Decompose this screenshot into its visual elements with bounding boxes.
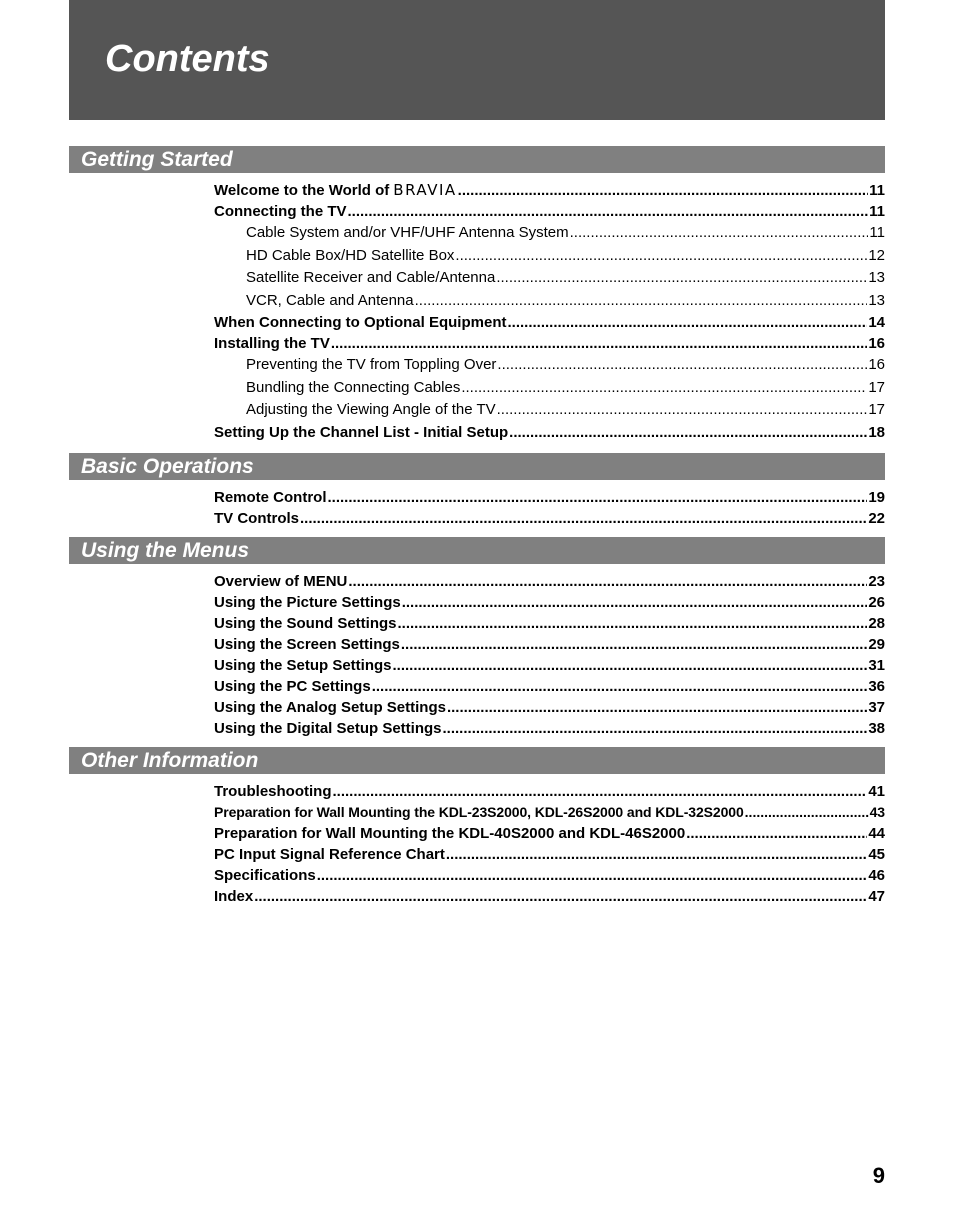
- toc-entry[interactable]: [214, 399, 885, 422]
- section-title: Using the Menus: [81, 539, 250, 562]
- toc-entry-page: 44: [868, 825, 885, 842]
- section-title: Getting Started: [81, 148, 233, 171]
- toc-section: [69, 537, 885, 739]
- page-title: Contents: [105, 38, 270, 80]
- toc-entry[interactable]: [214, 844, 885, 865]
- toc-entry[interactable]: [214, 613, 885, 634]
- toc-section: [69, 453, 885, 529]
- toc-entry-title: Using the Picture Settings: [214, 594, 401, 611]
- toc-entry-title: Adjusting the Viewing Angle of the TV: [246, 401, 496, 418]
- toc-entry[interactable]: [214, 865, 885, 886]
- dot-leader: [254, 886, 867, 907]
- dot-leader: [348, 201, 869, 222]
- toc-entry[interactable]: [214, 422, 885, 443]
- toc-entry[interactable]: [214, 697, 885, 718]
- dot-leader: [509, 422, 867, 443]
- dot-leader: [300, 508, 867, 529]
- toc-entry[interactable]: [214, 180, 885, 201]
- toc-entry-title: Troubleshooting: [214, 783, 332, 800]
- toc-entry-title: Satellite Receiver and Cable/Antenna: [246, 269, 496, 286]
- toc-entry-title: Bundling the Connecting Cables: [246, 378, 461, 396]
- toc-entry-page: 28: [868, 615, 885, 632]
- toc-entry[interactable]: [214, 487, 885, 508]
- contents-header: [69, 0, 885, 120]
- section-header-bar: [69, 537, 885, 564]
- toc-entry-title: Preparation for Wall Mounting the KDL-40S2000 and KDL-46S2000: [214, 825, 686, 842]
- toc-entry-page: 46: [868, 867, 885, 884]
- toc-entry-title: Overview of MENU: [214, 573, 348, 590]
- dot-leader: [372, 676, 868, 697]
- toc-entry-page: 31: [868, 657, 885, 674]
- toc-entry-title: Remote Control: [214, 489, 327, 506]
- toc-entry[interactable]: [214, 312, 885, 333]
- toc-entry-title: TV Controls: [214, 510, 299, 527]
- toc-entry-page: 26: [868, 594, 885, 611]
- toc-entry-title: PC Input Signal Reference Chart: [214, 846, 445, 863]
- toc-entry-title: Preventing the TV from Toppling Over: [246, 356, 497, 373]
- toc-entry-list: [214, 571, 885, 739]
- toc-section: [69, 146, 885, 443]
- dot-leader: [455, 245, 867, 268]
- toc-entry-title: When Connecting to Optional Equipment: [214, 314, 507, 331]
- toc-entry-page: 13: [868, 291, 885, 309]
- dot-leader: [443, 718, 868, 739]
- toc-entry[interactable]: [214, 823, 885, 844]
- toc-entry[interactable]: [214, 802, 885, 823]
- dot-leader: [401, 634, 867, 655]
- toc-entry[interactable]: [214, 718, 885, 739]
- dot-leader: [348, 571, 867, 592]
- toc-entry-page: 14: [868, 314, 885, 331]
- toc-entry-title: Preparation for Wall Mounting the KDL-23S2000, KDL-26S2000 and KDL-32S2000: [214, 804, 744, 820]
- section-title: Basic Operations: [81, 455, 254, 478]
- dot-leader: [415, 290, 868, 313]
- toc-entry-page: 36: [868, 678, 885, 695]
- toc-entry-page: 43: [869, 804, 885, 820]
- toc-entry-page: 11: [869, 203, 885, 220]
- toc-entry[interactable]: [214, 201, 885, 222]
- dot-leader: [402, 592, 868, 613]
- toc-entry-title: Installing the TV: [214, 335, 330, 352]
- toc-entry[interactable]: [214, 267, 885, 290]
- toc-entry[interactable]: [214, 781, 885, 802]
- toc-entry-title: Using the Digital Setup Settings: [214, 720, 442, 737]
- toc-entry-page: 16: [868, 335, 885, 352]
- toc-entry-title: Using the Analog Setup Settings: [214, 699, 446, 716]
- toc-entry-title: Using the Setup Settings: [214, 657, 392, 674]
- page-number: 9: [872, 1163, 885, 1188]
- toc-entry-page: 11: [869, 224, 885, 241]
- toc-entry-page: 45: [868, 846, 885, 863]
- toc-entry-page: 16: [868, 356, 885, 373]
- dot-leader: [393, 655, 868, 676]
- toc-section: [69, 747, 885, 907]
- dot-leader: [398, 613, 868, 634]
- toc-entry-title: Index: [214, 888, 254, 905]
- dot-leader: [328, 487, 868, 508]
- toc-entry-page: 41: [868, 783, 885, 800]
- toc-entry-page: 37: [868, 699, 885, 716]
- dot-leader: [331, 333, 867, 354]
- dot-leader: [333, 781, 868, 802]
- dot-leader: [458, 180, 868, 201]
- dot-leader: [496, 267, 867, 290]
- dot-leader: [507, 312, 867, 333]
- dot-leader: [447, 697, 867, 718]
- dot-leader: [497, 354, 867, 377]
- toc-entry[interactable]: [214, 592, 885, 613]
- toc-entry-list: [214, 487, 885, 529]
- dot-leader: [461, 377, 867, 400]
- toc-entry[interactable]: [214, 354, 885, 377]
- toc-entry-page: 13: [868, 269, 885, 286]
- toc-entry-title: HD Cable Box/HD Satellite Box: [246, 246, 455, 264]
- toc-entry-list: [214, 781, 885, 907]
- toc-entry-page: 17: [868, 378, 885, 396]
- dot-leader: [497, 399, 868, 422]
- toc-entry-page: 22: [868, 510, 885, 527]
- section-title: Other Information: [81, 749, 259, 772]
- dot-leader: [570, 222, 869, 245]
- toc-entry[interactable]: [214, 571, 885, 592]
- dot-leader: [745, 802, 869, 823]
- toc-entry[interactable]: [214, 222, 885, 245]
- toc-entry-title: Using the Sound Settings: [214, 615, 397, 632]
- toc-entry-title: Specifications: [214, 867, 316, 884]
- toc-entry-page: 19: [868, 489, 885, 506]
- toc-entry[interactable]: [214, 886, 885, 907]
- toc-entry[interactable]: [214, 634, 885, 655]
- toc-entry-title: Cable System and/or VHF/UHF Antenna System: [246, 224, 569, 241]
- dot-leader: [317, 865, 868, 886]
- toc-entry-title: Setting Up the Channel List - Initial Setup: [214, 423, 509, 441]
- toc-entry[interactable]: [214, 290, 885, 313]
- section-header-bar: [69, 146, 885, 173]
- dot-leader: [686, 823, 867, 844]
- toc-entry-page: 23: [868, 573, 885, 590]
- toc-entry-page: 17: [868, 401, 885, 418]
- toc-entry-title: Using the PC Settings: [214, 678, 371, 695]
- toc-entry[interactable]: [214, 676, 885, 697]
- toc-entry-title: VCR, Cable and Antenna: [246, 291, 414, 309]
- toc-entry-list: [214, 180, 885, 443]
- toc-entry-page: 38: [868, 720, 885, 737]
- toc-entry[interactable]: [214, 377, 885, 400]
- toc-entry-page: 11: [869, 182, 885, 199]
- section-header-bar: [69, 453, 885, 480]
- toc-entry[interactable]: [214, 508, 885, 529]
- toc-entry-title: Welcome to the World of: [214, 182, 390, 199]
- toc-entry-page: 29: [868, 636, 885, 653]
- toc-entry-title: Connecting the TV: [214, 203, 347, 220]
- section-header-bar: [69, 747, 885, 774]
- toc-entry-page: 12: [868, 246, 885, 264]
- toc-entry[interactable]: [214, 245, 885, 268]
- toc-entry[interactable]: [214, 333, 885, 354]
- dot-leader: [446, 844, 867, 865]
- toc-entry-title: Using the Screen Settings: [214, 636, 400, 653]
- toc-entry-page: 47: [868, 888, 885, 905]
- bravia-logo: BRAVIA: [393, 181, 457, 199]
- toc-entry[interactable]: [214, 655, 885, 676]
- toc-entry-page: 18: [868, 423, 885, 441]
